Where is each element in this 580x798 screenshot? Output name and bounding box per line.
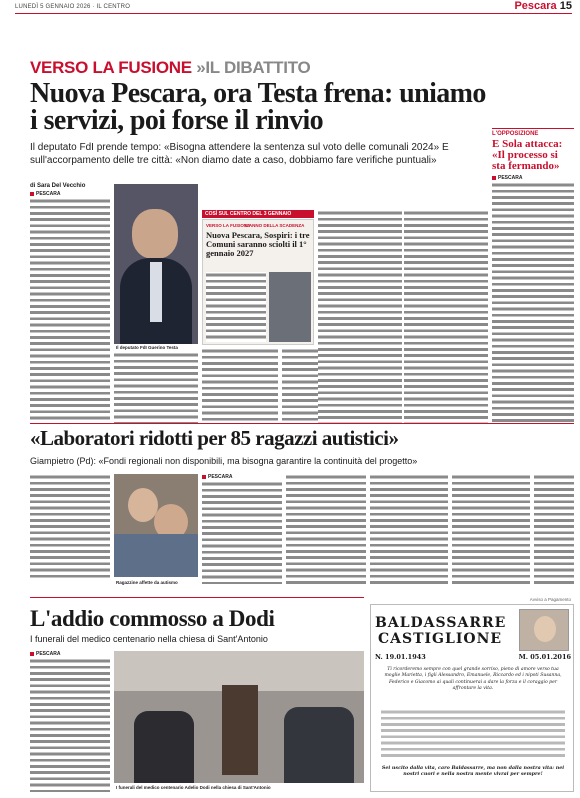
- section-divider-2: [30, 597, 364, 598]
- obituary-dates: [375, 653, 571, 661]
- shirt-shape: [150, 262, 162, 322]
- article3-photo: [114, 651, 364, 783]
- body-column-2: [114, 352, 198, 423]
- article3-column-1: [30, 658, 110, 792]
- article2-column-2: [202, 481, 282, 584]
- side-headline: E Sola attacca: «Il processo si sta fermando»: [492, 138, 563, 172]
- photo-testa: [114, 184, 198, 344]
- obituary-died: M. 05.01.2016: [518, 653, 571, 661]
- body-column-5: [318, 210, 402, 423]
- headline: Nuova Pescara, ora Testa frena: uniamo i servizi, poi forse il rinvio: [30, 78, 486, 136]
- obituary-name-2: CASTIGLIONE: [377, 631, 503, 647]
- obituary-text: Ti ricorderemo sempre con quel grande sorriso, pieno di amore verso tua moglie Marietta, i figli Alessandro, Emanuele, Riccardo ed i nipoti Susanna, Federico e Giacomo ai quali continuerai a dare la forza e il coraggio per affrontare la vita.: [384, 667, 562, 692]
- obituary-more-text: [381, 709, 565, 759]
- side-label: L'OPPOSIZIONE: [492, 131, 539, 137]
- location-tag: PESCARA: [30, 191, 60, 197]
- section-divider: [30, 423, 574, 424]
- rubric-red: VERSO LA FUSIONE: [30, 58, 192, 77]
- body-column-3: [202, 348, 278, 423]
- article2-photo: [114, 474, 198, 577]
- inset-title: Nuova Pescara, Sospiri: i tre Comuni saranno sciolti il 1° gennaio 2027: [206, 230, 310, 258]
- byline: di Sara Del Vecchio: [30, 183, 86, 189]
- article2-column-1: [30, 474, 110, 580]
- side-rule: [492, 128, 574, 129]
- article2-column-3: [286, 474, 366, 584]
- section-name: Pescara: [514, 0, 557, 12]
- obituary-box: [370, 597, 574, 792]
- article2-column-4: [370, 474, 448, 584]
- article2-caption: Ragazzine affette da autismo: [116, 580, 178, 585]
- obituary-portrait: [519, 609, 569, 651]
- people-right: [284, 707, 354, 783]
- page-number: 15: [559, 0, 572, 12]
- body-column-6: [404, 210, 488, 423]
- inset-subkicker: L'ANNO DELLA SCADENZA: [245, 223, 305, 228]
- obituary-label: Avviso a Pagamento: [529, 597, 571, 602]
- obituary-name-1: BALDASSARRE: [375, 615, 507, 631]
- article2-subtitle: Giampietro (Pd): «Fondi regionali non disponibili, ma bisogna garantire la continuità del progetto»: [30, 456, 418, 466]
- article2-column-6: [534, 474, 574, 584]
- side-body: [492, 182, 574, 422]
- side-location: PESCARA: [492, 175, 522, 181]
- article2-location: PESCARA: [202, 474, 232, 480]
- header-dateline: LUNEDÌ 5 GENNAIO 2026 · IL CENTRO: [15, 4, 131, 10]
- inset-text: [206, 272, 266, 342]
- clothes: [114, 534, 198, 577]
- portrait-face: [534, 616, 556, 642]
- inset-header: COSÌ SUL CENTRO DEL 3 GENNAIO: [202, 210, 314, 218]
- obituary-name: [375, 615, 505, 647]
- inset-photo: [269, 272, 311, 342]
- obituary-born: N. 19.01.1943: [375, 653, 426, 661]
- article3-location: PESCARA: [30, 651, 60, 657]
- article2-headline: «Laboratori ridotti per 85 ragazzi autistici»: [30, 426, 399, 450]
- subtitle: Il deputato FdI prende tempo: «Bisogna attendere la sentenza sul voto delle comunali 2024» E sull'accorpamento delle tre città: «Non diamo date a caso, dobbiamo fare verifiche puntuali»: [30, 142, 449, 166]
- article3-caption: I funerali del medico centenario Adelio Dodi nella chiesa di Sant'Antonio: [116, 785, 271, 790]
- body-column-1: [30, 198, 110, 423]
- section-title: [514, 0, 572, 12]
- article2-column-5: [452, 474, 530, 584]
- photo-caption: Il deputato FdI Guerino Testa: [116, 345, 178, 350]
- rubric: [30, 58, 310, 78]
- people-left: [134, 711, 194, 783]
- face-shape: [132, 209, 178, 259]
- header-rule: [15, 13, 572, 14]
- obituary-closing: Sei uscito dalla vita, caro Baldassarre, ma non dalla nostra vita: nei nostri cuori e nella nostra mente vivrai per sempre!: [381, 765, 565, 778]
- article3-headline: L'addio commosso a Dodi: [30, 606, 275, 631]
- coffin-shape: [222, 685, 258, 775]
- inset-clipping: [202, 219, 314, 345]
- rubric-gray: »IL DIBATTITO: [196, 58, 311, 77]
- inset-kicker: VERSO LA FUSIONE: [206, 223, 251, 228]
- article3-subtitle: I funerali del medico centenario nella chiesa di Sant'Antonio: [30, 634, 268, 644]
